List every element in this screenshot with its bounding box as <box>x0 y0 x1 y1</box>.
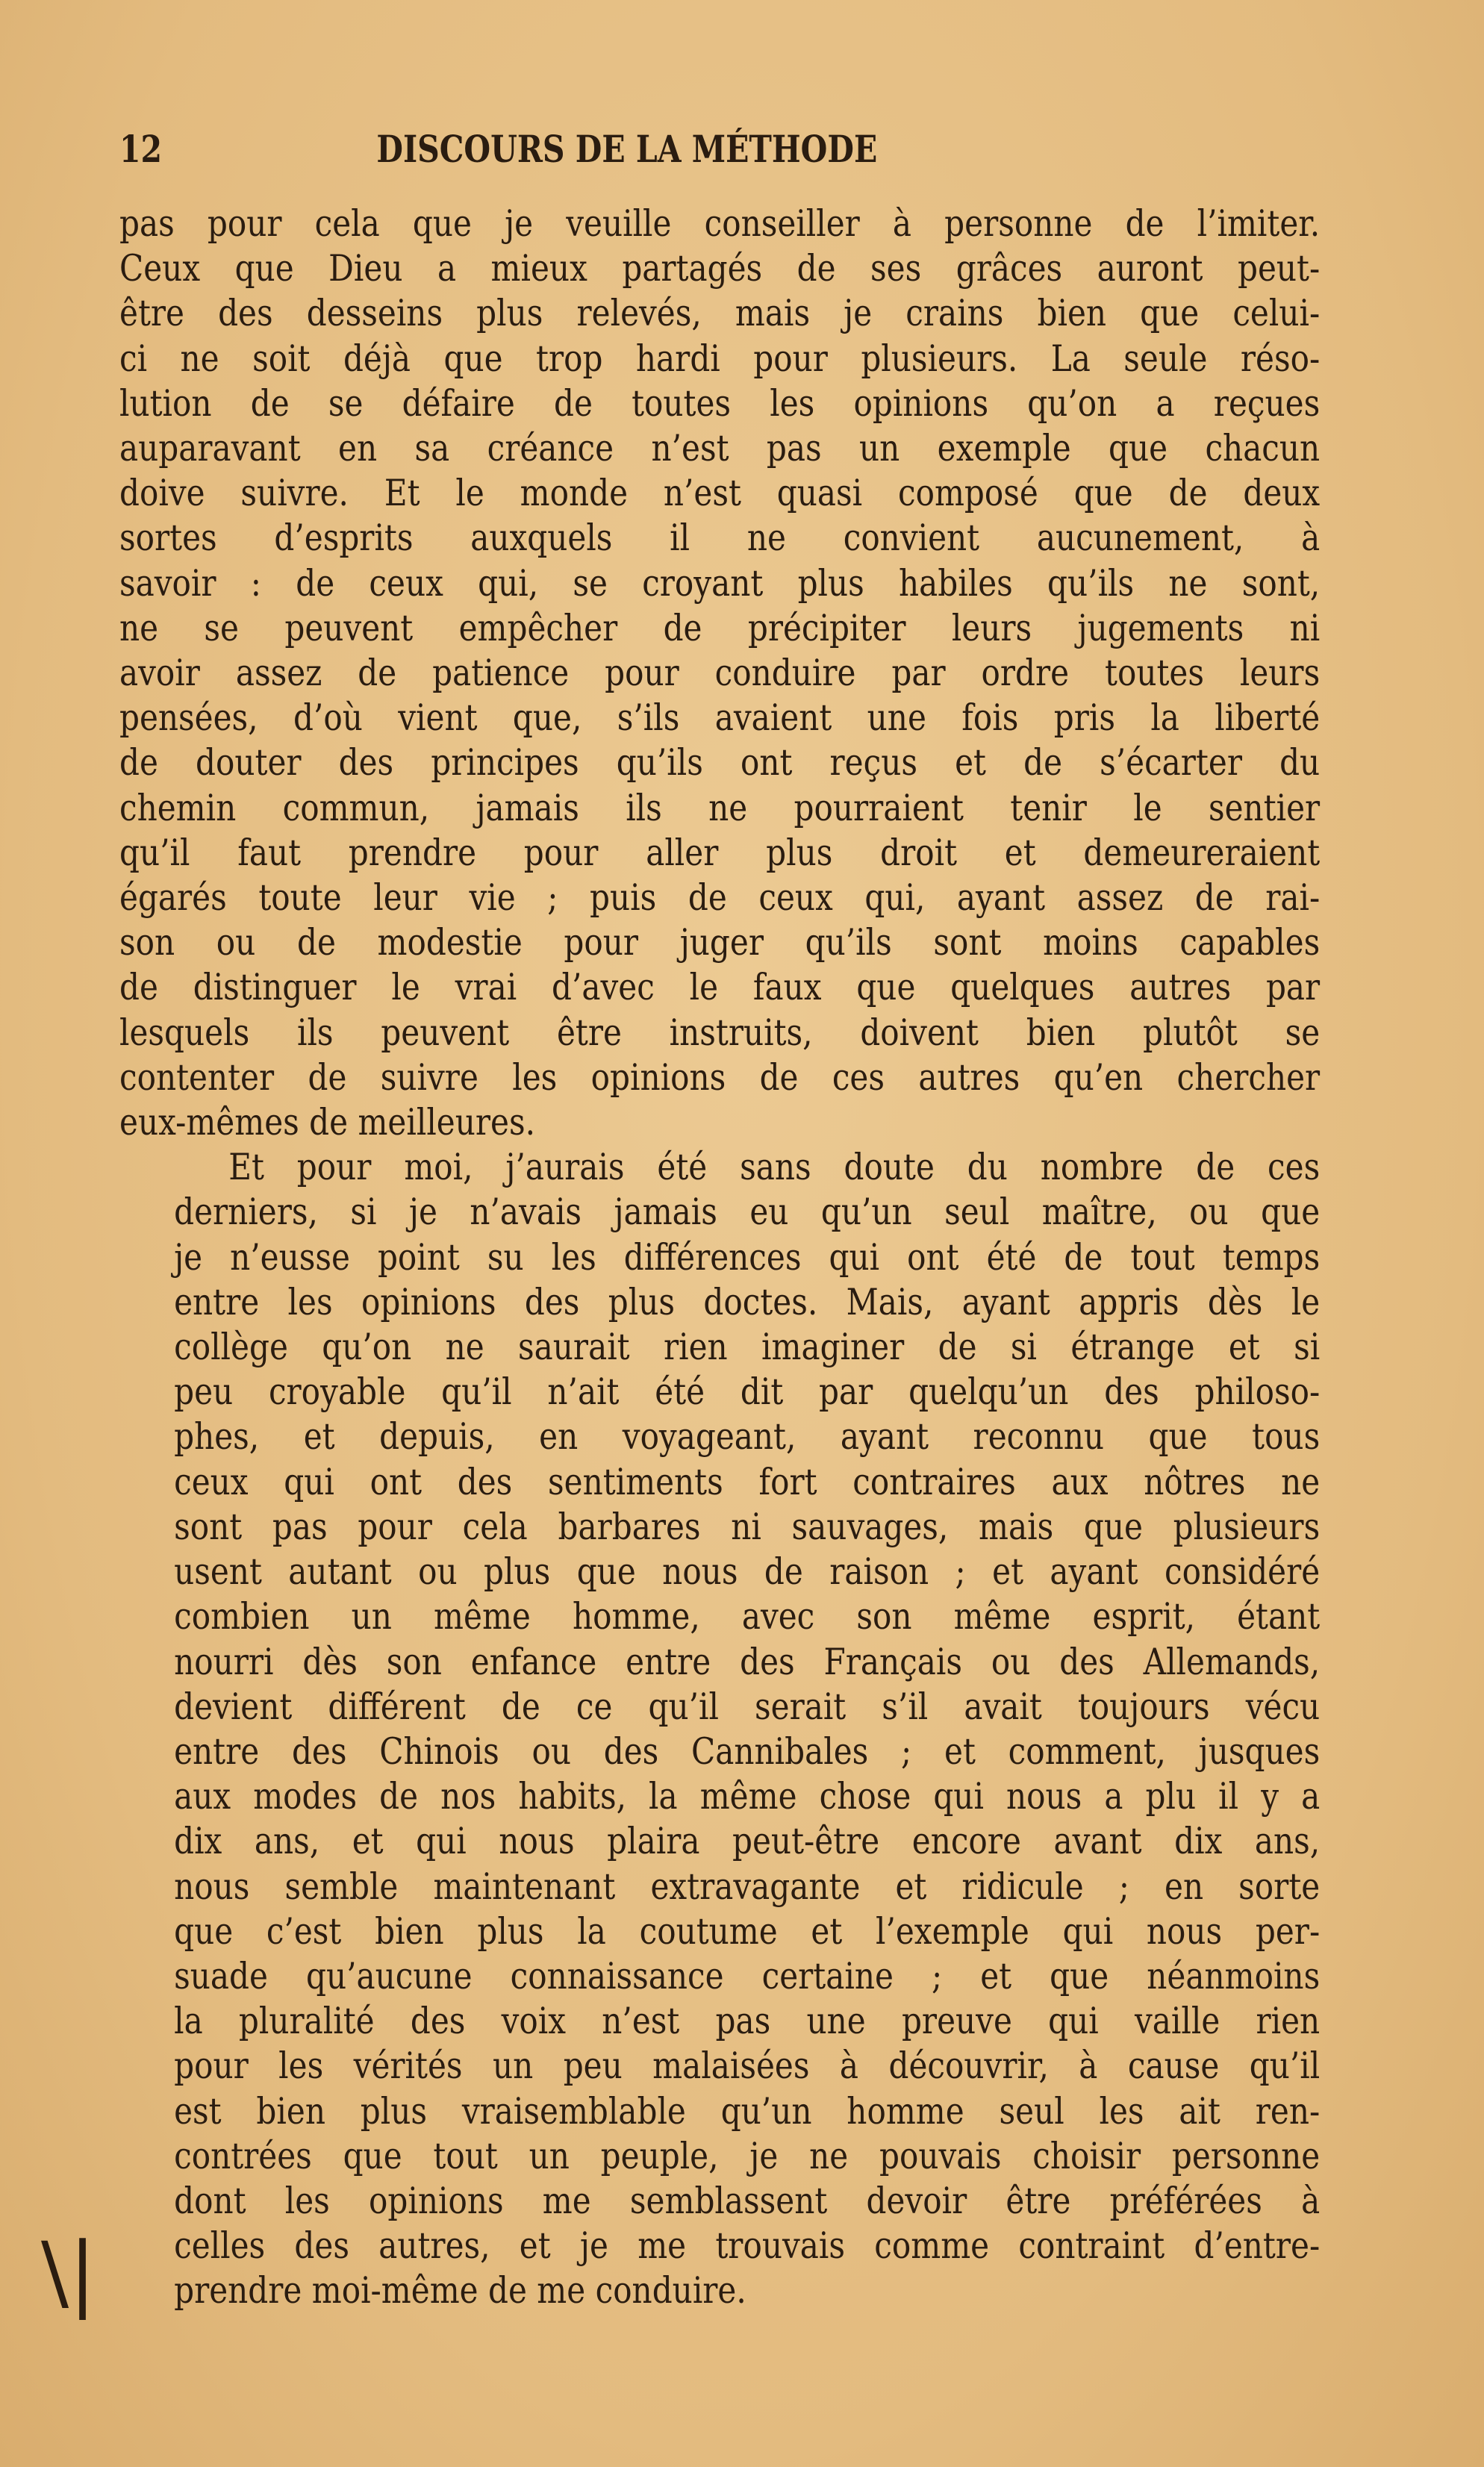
text-line: dix ans, et qui nous plaira peut-être encore avant dix ans, <box>174 1820 1321 1863</box>
text-line: combien un même homme, avec son même esprit, étant <box>174 1595 1321 1638</box>
text-line: collège qu’on ne saurait rien imaginer de si étrange et si <box>174 1326 1321 1369</box>
text-line: est bien plus vraisemblable qu’un homme seul les ait ren- <box>174 2089 1321 2133</box>
text-line: nourri dès son enfance entre des Français ou des Allemands, <box>174 1640 1321 1683</box>
margin-pencil-marks: \| <box>41 2224 97 2320</box>
text-line: aux modes de nos habits, la même chose qui nous a plu il y a <box>174 1775 1321 1818</box>
text-line: auparavant en sa créance n’est pas un exemple que chacun <box>119 427 1321 470</box>
text-line: ceux qui ont des sentiments fort contraires aux nôtres ne <box>174 1460 1321 1503</box>
text-line: Et pour moi, j’aurais été sans doute du nombre de ces <box>228 1146 1321 1189</box>
text-line: entre les opinions des plus doctes. Mais, ayant appris dès le <box>174 1280 1321 1323</box>
text-line: sont pas pour cela barbares ni sauvages, mais que plusieurs <box>174 1505 1321 1548</box>
text-line: la pluralité des voix n’est pas une preuve qui vaille rien <box>174 2000 1321 2043</box>
text-line: de douter des principes qu’ils ont reçus et de s’écarter du <box>119 741 1321 785</box>
paragraph <box>119 1145 1320 2313</box>
text-line: Ceux que Dieu a mieux partagés de ses grâces auront peut- <box>119 247 1321 290</box>
text-line: pour les vérités un peu malaisées à découvrir, à cause qu’il <box>174 2045 1321 2088</box>
text-line: derniers, si je n’avais jamais eu qu’un seul maître, ou que <box>174 1191 1321 1234</box>
page-number: 12 <box>119 127 163 171</box>
text-line: devient différent de ce qu’il serait s’il avait toujours vécu <box>174 1685 1321 1728</box>
paragraph <box>119 202 1320 1145</box>
text-line: suade qu’aucune connaissance certaine ; et que néanmoins <box>174 1954 1321 1997</box>
text-line: contenter de suivre les opinions de ces autres qu’en chercher <box>119 1055 1321 1099</box>
text-line: nous semble maintenant extravagante et ridicule ; en sorte <box>174 1865 1321 1908</box>
text-line: dont les opinions me semblassent devoir être préférées à <box>174 2179 1321 2222</box>
text-line: lesquels ils peuvent être instruits, doivent bien plutôt se <box>119 1011 1321 1054</box>
text-line: sortes d’esprits auxquels il ne convient aucunement, à <box>119 517 1321 560</box>
running-title: DISCOURS DE LA MÉTHODE <box>376 127 878 171</box>
text-line: chemin commun, jamais ils ne pourraient tenir le sentier <box>119 786 1321 829</box>
text-line: usent autant ou plus que nous de raison ; et ayant considéré <box>174 1550 1321 1594</box>
text-line: égarés toute leur vie ; puis de ceux qui, ayant assez de rai- <box>119 876 1321 920</box>
text-line: contrées que tout un peuple, je ne pouvais choisir personne <box>174 2134 1321 2177</box>
text-line: ne se peuvent empêcher de précipiter leurs jugements ni <box>119 606 1321 649</box>
text-line: savoir : de ceux qui, se croyant plus habiles qu’ils ne sont, <box>119 561 1321 605</box>
text-line: doive suivre. Et le monde n’est quasi composé que de deux <box>119 472 1321 515</box>
text-line: ci ne soit déjà que trop hardi pour plusieurs. La seule réso- <box>119 337 1321 380</box>
text-line: de distinguer le vrai d’avec le faux que quelques autres par <box>119 966 1321 1009</box>
text-line: avoir assez de patience pour conduire par ordre toutes leurs <box>119 652 1321 695</box>
page-body <box>119 202 1320 2314</box>
book-page <box>119 127 1321 2314</box>
text-line: entre des Chinois ou des Cannibales ; et comment, jusques <box>174 1730 1321 1773</box>
text-line: qu’il faut prendre pour aller plus droit et demeureraient <box>119 831 1321 874</box>
running-header <box>119 127 1105 179</box>
text-line: pas pour cela que je veuille conseiller à personne de l’imiter. <box>119 202 1321 245</box>
text-line: pensées, d’où vient que, s’ils avaient une fois pris la liberté <box>119 696 1321 740</box>
text-line: je n’eusse point su les différences qui ont été de tout temps <box>174 1235 1321 1279</box>
text-line: phes, et depuis, en voyageant, ayant reconnu que tous <box>174 1415 1321 1459</box>
text-line: prendre moi-même de me conduire. <box>174 2269 746 2312</box>
text-line: peu croyable qu’il n’ait été dit par quelqu’un des philoso- <box>174 1370 1321 1414</box>
text-line: que c’est bien plus la coutume et l’exemple qui nous per- <box>174 1909 1321 1953</box>
text-line: son ou de modestie pour juger qu’ils sont moins capables <box>119 921 1321 964</box>
text-line: lution de se défaire de toutes les opinions qu’on a reçues <box>119 381 1321 425</box>
text-line: celles des autres, et je me trouvais comme contraint d’entre- <box>174 2224 1321 2268</box>
text-line: eux-mêmes de meilleures. <box>119 1101 535 1144</box>
text-line: être des desseins plus relevés, mais je crains bien que celui- <box>119 292 1321 335</box>
